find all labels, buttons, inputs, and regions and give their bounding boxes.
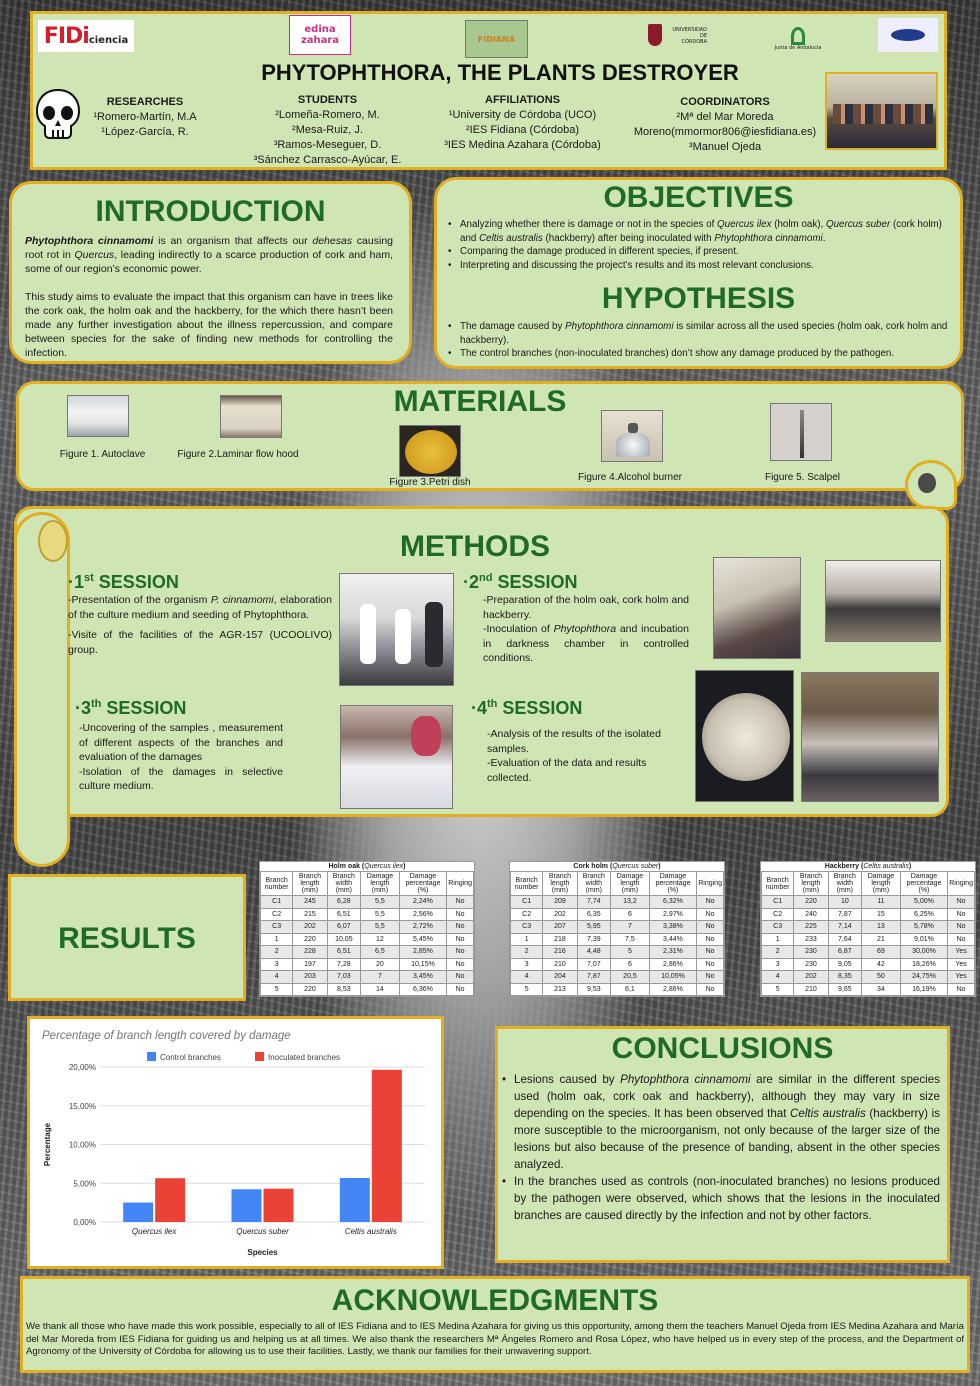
x-tick-label: Quercus suber	[236, 1227, 289, 1236]
table-cell: 8,53	[327, 983, 361, 996]
table-cell: 9,53	[577, 983, 611, 996]
students-heading: STUDENTS	[297, 94, 358, 106]
table-cell: 210	[794, 983, 828, 996]
bar	[264, 1189, 294, 1222]
hypothesis-list	[446, 320, 951, 361]
researches-block	[85, 95, 205, 140]
table-cell: 5,00%	[900, 896, 948, 909]
petri-dish-photo	[399, 425, 461, 477]
table-cell: 5	[511, 983, 543, 996]
figure-4-caption: Figure 4.Alcohol burner	[578, 472, 682, 483]
table-cell: 233	[794, 933, 828, 946]
coordinator-1: ²Mª del Mar Moreda	[676, 111, 774, 123]
medina-azahara-logo: edina zahara	[289, 15, 351, 55]
table-cell: 6,51	[327, 908, 361, 921]
table-cell: No	[948, 921, 975, 934]
session-2	[463, 572, 689, 666]
table-cell: No	[697, 933, 724, 946]
table-cell: 2,24%	[399, 896, 447, 909]
table-row	[511, 958, 724, 971]
session-3-photo	[340, 705, 453, 809]
table-hackberry	[760, 861, 976, 997]
legend-label: Control branches	[160, 1053, 221, 1062]
table-cell: 9,01%	[900, 933, 948, 946]
table-cell: No	[697, 921, 724, 934]
poster-title: PHYTOPHTHORA, THE PLANTS DESTROYER	[261, 60, 739, 85]
table-cell: 24,75%	[900, 971, 948, 984]
fidi-ciencia-logo: FIDi ciencia	[38, 20, 134, 52]
scroll-curl-knob-icon	[38, 520, 68, 562]
table-cell: 3	[511, 958, 543, 971]
table-cell: 5,5	[361, 896, 400, 909]
pathogen-name: Phytophthora cinnamomi	[25, 235, 154, 247]
table-cell: 2,31%	[649, 946, 697, 959]
figure-3-caption: Figure 3.Petri dish	[389, 477, 471, 488]
table-row	[261, 983, 474, 996]
table-row	[511, 983, 724, 996]
coordinator-2: ³Manuel Ojeda	[688, 141, 762, 153]
table-cell: No	[697, 958, 724, 971]
table-cell: 6,35	[577, 908, 611, 921]
table-cell: 7,07	[577, 958, 611, 971]
coordinator-email: Moreno(mmormor806@iesfidiana.es)	[633, 126, 817, 138]
table-cell: No	[447, 958, 474, 971]
table-cell: 207	[543, 921, 577, 934]
table-cell: 7,14	[828, 921, 862, 934]
y-tick-label: 10,00%	[68, 1140, 96, 1150]
table-cell: 20,5	[611, 971, 650, 984]
table-cell: 203	[293, 971, 327, 984]
affiliation-2: ²IES Fidiana (Córdoba)	[465, 124, 580, 136]
table-cell: 228	[293, 946, 327, 959]
table-cell: 7,87	[577, 971, 611, 984]
session-4-petri-photo	[695, 670, 794, 802]
table-cell: 30,00%	[900, 946, 948, 959]
table-cell: 10,05%	[649, 971, 697, 984]
session-2-text-1: -Preparation of the holm oak, cork holm and hackberry.	[483, 594, 689, 621]
table-cell: No	[447, 946, 474, 959]
table-cell: No	[697, 983, 724, 996]
table-cell: 2,86%	[649, 983, 697, 996]
table-cell: 1	[261, 933, 293, 946]
table-cell: No	[447, 971, 474, 984]
table-cell: No	[948, 908, 975, 921]
legend-label: Inoculated branches	[268, 1053, 341, 1062]
student-4: ³Sánchez Carrasco-Ayúcar, E.	[253, 154, 402, 166]
table-cell: 1	[762, 933, 794, 946]
table-cell: C2	[261, 908, 293, 921]
table-cell: 225	[794, 921, 828, 934]
table-cell: 5,95	[577, 921, 611, 934]
table-row	[762, 933, 975, 946]
table-cell: 20	[361, 958, 400, 971]
coordinators-block	[625, 95, 825, 155]
legend-swatch	[255, 1052, 264, 1061]
y-tick-label: 5,00%	[73, 1179, 96, 1189]
table-cell: 50	[862, 971, 901, 984]
table-cell: 209	[543, 896, 577, 909]
table-row	[762, 896, 975, 909]
bar	[372, 1070, 402, 1222]
table-cell: C1	[261, 896, 293, 909]
introduction-heading: INTRODUCTION	[95, 195, 326, 228]
junta-icon	[791, 27, 805, 45]
table-cell: C3	[261, 921, 293, 934]
table-cell: 6,87	[828, 946, 862, 959]
skull-icon	[34, 88, 82, 140]
table-cell: 10	[828, 896, 862, 909]
table-cell: No	[447, 933, 474, 946]
table-cell: 245	[293, 896, 327, 909]
affiliations-heading: AFFILIATIONS	[485, 94, 560, 106]
researcher-1: ¹Romero-Martín, M.A	[93, 111, 197, 123]
table-cell: 220	[293, 933, 327, 946]
materials-heading: MATERIALS	[393, 385, 567, 418]
table-cell: 230	[794, 958, 828, 971]
scroll-curl-left-icon	[14, 512, 70, 867]
table-cork-holm-title: Cork holm (Quercus suber)	[573, 863, 661, 870]
figure-1-caption: Figure 1. Autoclave	[59, 449, 146, 460]
table-cell: 7,03	[327, 971, 361, 984]
table-cell: 202	[293, 921, 327, 934]
table-cell: 215	[293, 908, 327, 921]
table-cell: 6,36%	[399, 983, 447, 996]
session-3-heading: ·3th SESSION	[75, 698, 187, 718]
table-cell: 2	[511, 946, 543, 959]
table-cell: 5,5	[361, 908, 400, 921]
bar	[123, 1203, 153, 1222]
table-cell: No	[948, 896, 975, 909]
table-cell: 6,25%	[900, 908, 948, 921]
session-2-text-2: -Inoculation of Phytophthora and incubation in darkness chamber in controlled conditions.	[483, 623, 689, 664]
autoclave-photo	[67, 395, 129, 437]
table-row	[261, 971, 474, 984]
table-cell: 4	[762, 971, 794, 984]
table-cell: 4	[511, 971, 543, 984]
session-2-photo-2	[825, 560, 941, 642]
table-row	[261, 946, 474, 959]
table-row	[762, 946, 975, 959]
bar	[155, 1178, 185, 1222]
x-axis-label: Species	[247, 1248, 278, 1257]
introduction-p2: This study aims to evaluate the impact that this organism can have in trees like the cork oak, the holm oak and the hackberry, for the which there hasn’t been made any further investigation about the illness repercussion, and compare between species for the sake of finding new methods for controlling the infection.	[25, 291, 393, 359]
acknowledgments-heading: ACKNOWLEDGMENTS	[331, 1284, 659, 1317]
table-cell: 3,45%	[399, 971, 447, 984]
table-row	[511, 971, 724, 984]
table-cell: No	[697, 896, 724, 909]
table-cell: 2,72%	[399, 921, 447, 934]
table-cell: 7,28	[327, 958, 361, 971]
table-cell: 9,65	[828, 983, 862, 996]
table-row	[762, 921, 975, 934]
table-cell: 3,44%	[649, 933, 697, 946]
table-cell: Yes	[948, 946, 975, 959]
table-cell: 14	[361, 983, 400, 996]
team-photo	[825, 72, 938, 150]
table-cell: 202	[543, 908, 577, 921]
table-cell: 5,78%	[900, 921, 948, 934]
table-cell: 13,2	[611, 896, 650, 909]
table-holm-oak-title: Holm oak (Quercus ilex)	[328, 863, 406, 870]
table-cell: 3	[261, 958, 293, 971]
y-tick-label: 0,00%	[73, 1218, 96, 1227]
conclusions-heading: CONCLUSIONS	[611, 1032, 834, 1065]
table-cell: 6	[611, 958, 650, 971]
table-hackberry-title: Hackberry (Celtis australis)	[824, 863, 912, 870]
table-row	[511, 921, 724, 934]
laminar-flow-hood-photo	[220, 395, 282, 438]
acknowledgments-text: We thank all those who have made this work possible, especially to all of IES Fidiana and to IES Medina Azahara for giving us this opportunity, among them the teachers Manuel Ojeda from IES Medina Azahara and María del Mar Moreda from IES Fidiana for guiding us and helping us at all times. We also thank the researchers Mª Ángeles Romero and Rosa López, who have helped us in every step of the process, and the Department of Agronomy of the University of Córdoba for allowing us to use their facilities. Lastly, we thank our families for their unwavering support.	[26, 1321, 964, 1357]
cork-holm-table: Branch number Branch length (mm) Branch width (mm) Damage length (mm) Damage percentage (%) Ringing C1 209 7,74 13,2 6,32% No C2 202 6,35 6 2,97% No C3 207 5,95 7 3,38% No 1 218 7,39 7,5 3,44% No 2 216 4,48 5 2,31% No 3 210 7,07 6 2,86% No 4 204 7,87 20,5 10,05% No 5 213 9,53 6,1 2,86% No	[510, 871, 724, 996]
table-cell: 2,86%	[649, 958, 697, 971]
session-3-text-2: -Isolation of the damages in selective culture medium.	[79, 765, 283, 792]
legend-swatch	[147, 1052, 156, 1061]
session-4-heading: ·4th SESSION	[471, 698, 583, 718]
table-cell: C2	[762, 908, 794, 921]
objective-3: • Interpreting and discussing the project’s results and its most relevant conclusions.	[446, 259, 951, 273]
fidiana-logo: FIDIANA	[465, 20, 528, 58]
scalpel-photo	[770, 403, 832, 461]
junta-andalucia-logo: Junta de Andalucía	[770, 22, 826, 56]
y-tick-label: 15,00%	[68, 1101, 96, 1111]
table-cell: 18,26%	[900, 958, 948, 971]
objective-1: • Analyzing whether there is damage or not in the species of Quercus ilex (holm oak), Quercus suber (cork holm) and Celtis australis (hackberry) after being inoculated with Phytophthora cinnamomi.	[446, 218, 951, 245]
table-cell: 16,19%	[900, 983, 948, 996]
session-2-photo-1	[713, 557, 801, 659]
table-cell: 6,1	[611, 983, 650, 996]
conclusion-1: • Lesions caused by Phytophthora cinnamomi are similar in the different species used (holm oak, cork oak and hackberry), although they may vary in size depending on the species. It has been observed that Celtis australis (hackberry) is more susceptible to the microorganism, not only because of the larger size of the lesions but also because of the presence of banding, absent in the other species analyzed.	[500, 1071, 940, 1173]
researcher-2: ¹López-García, R.	[101, 126, 189, 138]
table-cell: 6,5	[361, 946, 400, 959]
table-cell: No	[447, 896, 474, 909]
table-row	[511, 946, 724, 959]
table-cell: 7,87	[828, 908, 862, 921]
session-3	[75, 698, 283, 794]
table-cell: 216	[543, 946, 577, 959]
student-2: ²Mesa-Ruiz, J.	[292, 124, 363, 136]
table-row	[762, 958, 975, 971]
table-cell: 7,5	[611, 933, 650, 946]
table-cell: 5,45%	[399, 933, 447, 946]
table-cell: C1	[511, 896, 543, 909]
table-cell: 2,97%	[649, 908, 697, 921]
partner-logo	[878, 18, 938, 52]
session-4-text-2: -Evaluation of the data and results collected.	[487, 757, 647, 784]
table-cell: C3	[511, 921, 543, 934]
table-cell: 15	[862, 908, 901, 921]
table-cell: 3	[762, 958, 794, 971]
table-cell: 9,05	[828, 958, 862, 971]
affiliations-block	[440, 93, 605, 153]
table-cell: 10,05	[327, 933, 361, 946]
conclusion-2: • In the branches used as controls (non-inoculated branches) no lesions produced by the pathogen were observed, which shows that the lesions in the inoculated branches are caused directly by the infection and not by other factors.	[500, 1173, 940, 1224]
student-1: ²Lomeña-Romero, M.	[275, 109, 380, 121]
students-block	[250, 93, 405, 168]
table-cell: No	[447, 921, 474, 934]
uco-logo: UNIVERSIDAD DE CÓRDOBA	[672, 27, 707, 45]
table-cell: 6,28	[327, 896, 361, 909]
objectives-heading: OBJECTIVES	[603, 181, 794, 214]
table-cell: 220	[794, 896, 828, 909]
table-cell: 220	[293, 983, 327, 996]
affiliation-3: ³IES Medina Azahara (Córdoba)	[444, 139, 601, 151]
table-cell: Yes	[948, 971, 975, 984]
table-cell: 6,51	[327, 946, 361, 959]
table-row	[261, 908, 474, 921]
table-cell: 12	[361, 933, 400, 946]
uco-shield-icon	[648, 24, 662, 46]
holm-oak-table: Branch number Branch length (mm) Branch width (mm) Damage length (mm) Damage percentage (%) Ringing C1 245 6,28 5,5 2,24% No C2 215 6,51 5,5 2,56% No C3 202 6,07 5,5 2,72% No 1 220 10,05 12 5,45% No 2 228 6,51 6,5 2,85% No 3 197 7,28 20 10,15% No 4 203 7,03 7 3,45% No 5 220 8,53 14 6,36% No	[260, 871, 474, 996]
hypothesis-heading: HYPOTHESIS	[601, 282, 796, 315]
objective-2: • Comparing the damage produced in different species, if present.	[446, 245, 951, 259]
session-1	[68, 572, 332, 657]
table-cell: 3,38%	[649, 921, 697, 934]
table-cell: 34	[862, 983, 901, 996]
session-1-text-2: -Visite of the facilities of the AGR-157 (UCOOLIVO) group.	[68, 629, 332, 656]
table-cell: No	[948, 933, 975, 946]
table-row	[511, 908, 724, 921]
table-cell: 5	[611, 946, 650, 959]
table-cell: 210	[543, 958, 577, 971]
damage-bar-chart	[30, 1019, 441, 1266]
table-cell: 2,56%	[399, 908, 447, 921]
table-cell: 5	[762, 983, 794, 996]
x-tick-label: Quercus ilex	[131, 1227, 177, 1236]
table-row	[511, 933, 724, 946]
table-cell: 230	[794, 946, 828, 959]
figure-5-caption: Figure 5. Scalpel	[764, 472, 841, 483]
table-cell: 42	[862, 958, 901, 971]
methods-heading: METHODS	[400, 530, 550, 563]
researches-heading: RESEARCHES	[106, 96, 184, 108]
table-cell: 5,5	[361, 921, 400, 934]
table-cell: 13	[862, 921, 901, 934]
table-row	[261, 958, 474, 971]
session-4-text-1: -Analysis of the results of the isolated samples.	[487, 728, 661, 755]
table-cell: 218	[543, 933, 577, 946]
session-4	[471, 698, 681, 785]
session-1-text-1: -Presentation of the organism P. cinnamomi, elaboration of the culture medium and seeding of Phytophthora.	[68, 594, 332, 621]
table-cell: C1	[762, 896, 794, 909]
table-cell: 197	[293, 958, 327, 971]
table-cell: 7,64	[828, 933, 862, 946]
alcohol-burner-photo	[601, 410, 663, 462]
hackberry-table: Branch number Branch length (mm) Branch width (mm) Damage length (mm) Damage percentage (%) Ringing C1 220 10 11 5,00% No C2 240 7,87 15 6,25% No C3 225 7,14 13 5,78% No 1 233 7,64 21 9,01% No 2 230 6,87 69 30,00% Yes 3 230 9,05 42 18,26% Yes 4 202 8,35 50 24,75% Yes 5 210 9,65 34 16,19% No	[761, 871, 975, 996]
table-cell: No	[697, 908, 724, 921]
table-cell: 7,39	[577, 933, 611, 946]
table-cell: 7	[361, 971, 400, 984]
table-cell: No	[447, 908, 474, 921]
introduction-text: Phytophthora cinnamomi is an organism that affects our dehesas causing root rot in Quercus, leading indirectly to a scarce production of cork and ham, some of our region’s economic power. This study aims to evaluate the impact that this organism can have in trees like the cork oak, the holm oak and the hackberry, for the which there hasn’t been made any further investigation about the illness repercussion, and compare between species for the sake of finding new methods for controlling the infection.	[25, 235, 393, 359]
table-holm-oak	[259, 861, 475, 997]
table-row	[762, 971, 975, 984]
table-row	[762, 983, 975, 996]
table-cell: 6,07	[327, 921, 361, 934]
scroll-curl-right-icon	[905, 460, 957, 510]
table-cell: No	[697, 971, 724, 984]
table-cell: Yes	[948, 958, 975, 971]
table-cell: 202	[794, 971, 828, 984]
table-row	[261, 933, 474, 946]
results-heading: RESULTS	[58, 922, 196, 955]
table-cell: 204	[543, 971, 577, 984]
table-cell: 6,32%	[649, 896, 697, 909]
table-cell: 8,35	[828, 971, 862, 984]
bar	[340, 1178, 370, 1222]
x-tick-label: Celtis australis	[344, 1227, 397, 1236]
table-cell: 2	[762, 946, 794, 959]
session-2-heading: ·2nd SESSION	[463, 572, 578, 592]
table-cell: 4,48	[577, 946, 611, 959]
table-cell: 7,74	[577, 896, 611, 909]
conclusions-list	[500, 1071, 940, 1224]
table-cell: 5	[261, 983, 293, 996]
session-1-photo	[339, 573, 454, 686]
table-cell: No	[447, 983, 474, 996]
table-cell: 6	[611, 908, 650, 921]
table-cell: C2	[511, 908, 543, 921]
student-3: ³Ramos-Meseguer, D.	[273, 139, 382, 151]
objectives-list	[446, 218, 951, 272]
table-cork-holm	[509, 861, 725, 997]
hypothesis-2: • The control branches (non-inoculated branches) don’t show any damage produced by the pathogen.	[446, 347, 951, 361]
table-cell: 2	[261, 946, 293, 959]
bar	[232, 1189, 262, 1222]
table-cell: C3	[762, 921, 794, 934]
table-row	[511, 896, 724, 909]
y-tick-label: 20,00%	[68, 1063, 96, 1072]
figure-2-caption: Figure 2.Laminar flow hood	[177, 449, 299, 460]
table-row	[261, 896, 474, 909]
chart-panel	[27, 1016, 444, 1269]
table-cell: 69	[862, 946, 901, 959]
table-row	[261, 921, 474, 934]
coordinators-heading: COORDINATORS	[680, 96, 770, 108]
table-row	[762, 908, 975, 921]
table-cell: 240	[794, 908, 828, 921]
session-4-photo-2	[801, 672, 939, 802]
table-cell: No	[948, 983, 975, 996]
table-cell: 2,85%	[399, 946, 447, 959]
table-cell: 1	[511, 933, 543, 946]
table-cell: 21	[862, 933, 901, 946]
table-cell: 213	[543, 983, 577, 996]
y-axis-label: Percentage	[43, 1122, 52, 1167]
table-cell: 10,15%	[399, 958, 447, 971]
table-cell: 11	[862, 896, 901, 909]
chart-title: Percentage of branch length covered by damage	[42, 1030, 291, 1042]
affiliation-1: ¹University de Córdoba (UCO)	[448, 109, 597, 121]
table-cell: No	[697, 946, 724, 959]
partner-oval-icon	[891, 29, 925, 41]
table-cell: 7	[611, 921, 650, 934]
session-3-text-1: -Uncovering of the samples , measurement of different aspects of the branches and evaluation of the damages	[79, 722, 283, 763]
hypothesis-1: • The damage caused by Phytophthora cinnamomi is similar across all the used species (holm oak, cork holm and hackberry).	[446, 320, 951, 347]
table-cell: 4	[261, 971, 293, 984]
session-1-heading: ·1st SESSION	[68, 572, 179, 592]
